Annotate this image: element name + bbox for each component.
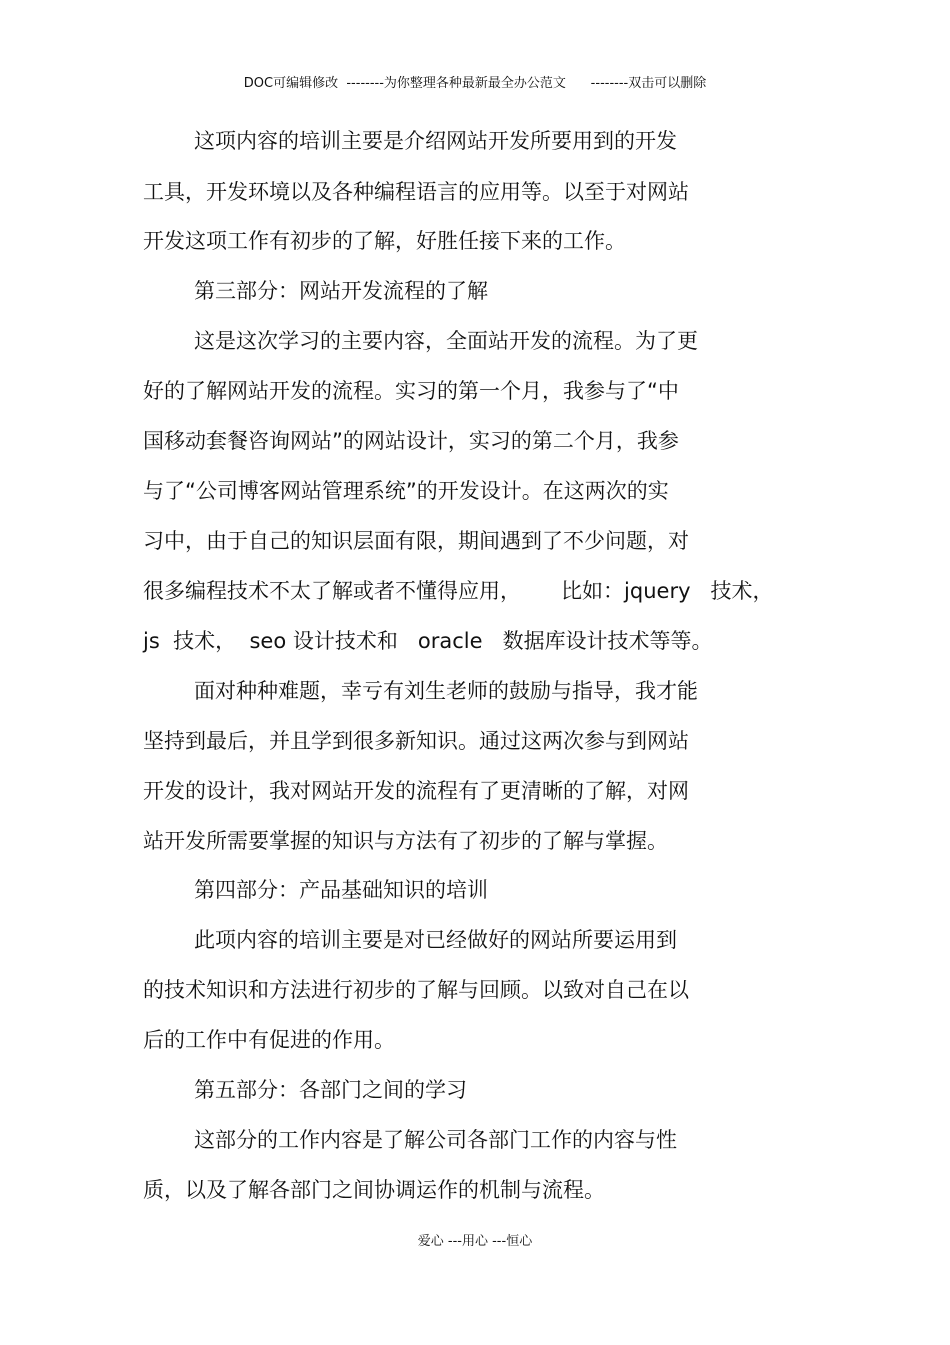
text-line: 很多编程技术不太了解或者不懂得应用， 比如：jquery 技术， (143, 579, 774, 603)
section-heading: 第四部分：产品基础知识的培训 (194, 878, 488, 902)
text-line: 此项内容的培训主要是对已经做好的网站所要运用到 (194, 928, 677, 952)
text-line: 面对种种难题，幸亏有刘生老师的鼓励与指导，我才能 (194, 679, 698, 703)
text-line: 质，以及了解各部门之间协调运作的机制与流程。 (143, 1178, 605, 1202)
text-line: js 技术， seo 设计技术和 oracle 数据库设计技术等等。 (143, 629, 713, 653)
text-line: 这部分的工作内容是了解公司各部门工作的内容与性 (194, 1128, 677, 1152)
page-header: DOC可编辑修改 --------为你整理各种最新最全办公范文 --------双击可以删除 (243, 76, 707, 91)
section-heading: 第三部分：网站开发流程的了解 (194, 279, 488, 303)
text-line: 与了“公司博客网站管理系统”的开发设计。在这两次的实 (143, 479, 669, 503)
text-line: 的技术知识和方法进行初步的了解与回顾。以致对自己在以 (143, 978, 689, 1002)
text-line: 坚持到最后，并且学到很多新知识。通过这两次参与到网站 (143, 729, 689, 753)
text-line: 习中，由于自己的知识层面有限，期间遇到了不少问题，对 (143, 529, 689, 553)
text-line: 站开发所需要掌握的知识与方法有了初步的了解与掌握。 (143, 829, 668, 853)
text-line: 国移动套餐咨询网站”的网站设计，实习的第二个月，我参 (143, 429, 679, 453)
text-line: 工具，开发环境以及各种编程语言的应用等。以至于对网站 (143, 180, 689, 204)
text-line: 这是这次学习的主要内容，全面站开发的流程。为了更 (194, 329, 698, 353)
text-line: 开发这项工作有初步的了解，好胜任接下来的工作。 (143, 229, 626, 253)
text-line: 开发的设计，我对网站开发的流程有了更清晰的了解，对网 (143, 779, 689, 803)
text-line: 这项内容的培训主要是介绍网站开发所要用到的开发 (194, 129, 677, 153)
text-line: 好的了解网站开发的流程。实习的第一个月，我参与了“中 (143, 379, 679, 403)
section-heading: 第五部分：各部门之间的学习 (194, 1078, 467, 1102)
page-footer: 爱心 ---用心 ---恒心 (417, 1234, 533, 1249)
text-line: 后的工作中有促进的作用。 (143, 1028, 395, 1052)
